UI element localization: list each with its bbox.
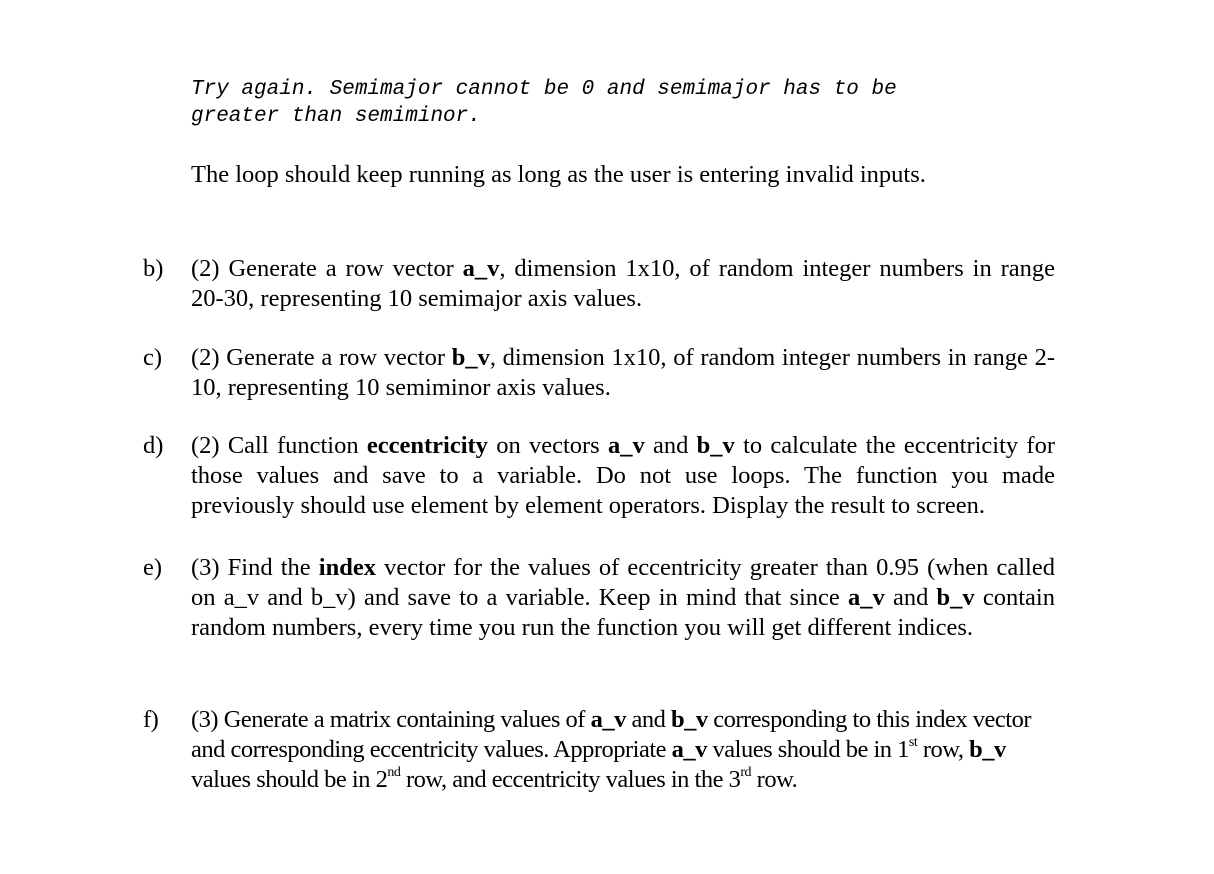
question-item-b xyxy=(143,254,1055,314)
question-item-e xyxy=(143,553,1055,643)
item-label: f) xyxy=(143,706,159,733)
ordinal-suffix: rd xyxy=(740,764,752,780)
item-text: (2) Generate a row vector a_v, dimension 1x10, of random integer numbers in range 20-30, representing 10 semimajor axis values. xyxy=(191,255,1055,312)
variable-name: a_v xyxy=(590,706,626,733)
question-item-c xyxy=(143,343,1055,403)
keyword-index: index xyxy=(318,554,376,581)
variable-name: b_v xyxy=(670,706,708,733)
item-label: e) xyxy=(143,554,163,581)
function-name: eccentricity xyxy=(366,432,488,459)
item-text: (2) Call function eccentricity on vectors a_v and b_v to calculate the eccentricity for those values and save to a variable. Do not use loops. The function you made previously should use element by element operators. Display the result to screen. xyxy=(191,432,1056,519)
variable-name: a_v xyxy=(671,736,707,763)
item-label: b) xyxy=(143,255,164,282)
code-output-line-1: Try again. Semimajor cannot be 0 and semimajor has to be xyxy=(191,78,897,101)
item-text: (3) Generate a matrix containing values of a_v and b_v corresponding to this index vector and corresponding eccentricity values. Appropriate a_v values should be in 1st row, b_v values should be in 2nd row, and eccentricity values in the 3rd row. xyxy=(191,706,1031,793)
ordinal-suffix: nd xyxy=(387,764,401,780)
variable-name: a_v xyxy=(462,255,500,282)
question-item-f xyxy=(143,705,1055,795)
variable-name: b_v xyxy=(451,344,490,371)
variable-name: b_v xyxy=(696,432,735,459)
variable-name: b_v xyxy=(936,584,975,611)
code-output-block xyxy=(191,76,1071,130)
variable-name: b_v xyxy=(969,736,1006,763)
item-label: d) xyxy=(143,432,164,459)
ordinal-suffix: st xyxy=(908,734,918,750)
item-label: c) xyxy=(143,344,163,371)
variable-name: a_v xyxy=(607,432,645,459)
code-output-line-2: greater than semiminor. xyxy=(191,105,481,128)
item-text: (2) Generate a row vector b_v, dimension 1x10, of random integer numbers in range 2-10, representing 10 semiminor axis values. xyxy=(191,344,1055,401)
intro-paragraph: The loop should keep running as long as the user is entering invalid inputs. xyxy=(191,161,926,188)
item-text: (3) Find the index vector for the values of eccentricity greater than 0.95 (when called on a_v and b_v) and save to a variable. Keep in mind that since a_v and b_v contain random numbers, every time you run the function you will get different indices. xyxy=(191,554,1055,641)
variable-name: a_v xyxy=(848,584,885,611)
question-item-d xyxy=(143,431,1055,521)
